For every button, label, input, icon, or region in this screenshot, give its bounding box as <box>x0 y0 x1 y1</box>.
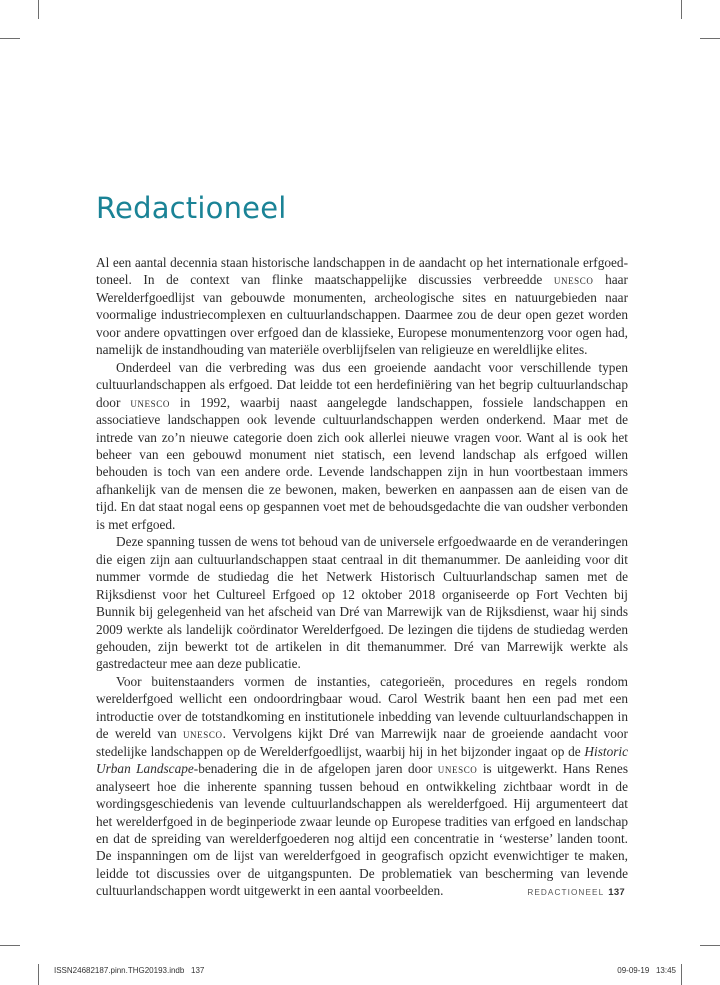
print-slug-date: 09-09-19 <box>617 966 650 975</box>
crop-mark-top-right-horizontal <box>700 38 720 39</box>
body-paragraph <box>96 254 628 359</box>
print-slug-timestamp <box>617 966 676 975</box>
organization-acronym: unesco <box>182 726 223 742</box>
page-title: Redactioneel <box>96 191 287 225</box>
body-paragraph <box>96 673 628 900</box>
body-text <box>96 254 628 900</box>
print-slug-file <box>54 966 204 975</box>
page-number: 137 <box>608 887 625 898</box>
text-run: in 1992, waarbij naast aangelegde landschappen, fossiele landschappen en associatieve landschappen ook levende cultuurlandschappen werden onderkend. Maar met de intrede van zo’n nieuwe categorie doen zich ook allerlei nieuwe vragen voor. Want al is ook het beheer van een gebouwd monument niet statisch, een levend landschap als erfgoed willen behouden is toch van een andere orde. Levende landschappen zijn in hun voortbestaan immers afhankelijk van de mensen die ze bewonen, maken, bewerken en aanpassen aan de eisen van de tijd. En dat staat nogal eens op gespannen voet met de behoudsgedachte die van oudsher verbonden is met erfgoed. <box>96 394 628 532</box>
text-run: Onderdeel van die verbreding was dus een groeiende aandacht voor verschillende typen cultuurlandschappen als erfgoed. Dat leidde tot een herdefiniëring van het begrip cultuurlandschap door <box>96 359 628 410</box>
print-slug-file-page: 137 <box>191 966 205 975</box>
print-slug-file-name: ISSN24682187.pinn.THG20193.indb <box>54 966 185 975</box>
crop-mark-bottom-right-horizontal <box>700 945 720 946</box>
organization-acronym: unesco <box>553 272 594 288</box>
italic-term: Historic Urban Landscape <box>96 743 628 777</box>
running-footer <box>527 887 625 898</box>
text-run: is uitgewerkt. Hans Renes analyseert hoe die inherente spanning tussen behoud en ontwikkeling zichtbaar wordt in de wordingsgeschiedenis van levende cultuurlandschappen als werelderfgoed. Hij argumenteert dat het werelderfgoed in de beginperiode zwaar leunde op Europese tradities van erfgoed en landschap en dat de spreiding van werelderfgoederen nog altijd een concentratie in ‘westerse’ landen toont. De inspanningen om de lijst van werelderfgoed in geografisch opzicht evenwichtiger te maken, leidde tot discussies over de uitgangspunten. De problematiek van bescherming van levende cultuurlandschappen wordt uitgewerkt in een aantal voorbeelden. <box>96 761 628 899</box>
text-run: Deze spanning tussen de wens tot behoud van de universele erfgoedwaarde en de veranderingen die eigen zijn aan cultuurlandschappen staat centraal in dit themanummer. De aanleiding voor dit nummer vormde de studiedag die het Netwerk Historisch Cultuurlandschap samen met de Rijksdienst voor het Cultureel Erfgoed op 12 oktober 2018 organiseerde op Fort Vechten bij Bunnik bij gelegenheid van het afscheid van Dré van Marrewijk van de Rijksdienst, waar hij sinds 2009 werkte als landelijk coördinator Werelderfgoed. De lezingen die tijdens de studiedag werden gehouden, zijn bewerkt tot de artikelen in dit themanummer. Dré van Marrewijk werkte als gastredacteur mee aan deze publicatie. <box>96 534 628 672</box>
running-footer-section-label: REDACTIONEEL <box>527 888 605 897</box>
organization-acronym: unesco <box>130 394 170 410</box>
print-slug-time: 13:45 <box>655 966 676 975</box>
crop-mark-top-right-vertical <box>681 0 682 19</box>
crop-mark-bottom-left-vertical <box>38 964 39 985</box>
text-run: Voor buitenstaanders vormen de instanties, categorieën, procedures en regels rondom werelderfgoed wellicht een ondoordringbaar woud. Carol Westrik baant hen een pad met een introductie over de totstandkoming en institutionele inbedding van levende cultuurlandschappen in de wereld van <box>96 673 628 742</box>
crop-mark-top-left-vertical <box>38 0 39 19</box>
crop-mark-bottom-right-vertical <box>681 964 682 985</box>
text-run: -benadering die in de afgelopen jaren door <box>193 761 438 777</box>
crop-mark-bottom-left-horizontal <box>0 945 20 946</box>
body-paragraph <box>96 533 628 673</box>
body-paragraph <box>96 359 628 534</box>
organization-acronym: unesco <box>437 761 478 777</box>
text-run: . Vervolgens kijkt Dré van Marrewijk naar de groeiende aandacht voor stedelijke landschappen op de Werelderfgoedlijst, waarbij hij in het bijzonder ingaat op de <box>96 726 628 759</box>
crop-mark-top-left-horizontal <box>0 38 20 39</box>
text-run: haar Werelderfgoedlijst van gebouwde monumenten, archeologische sites en natuurgebieden naar voormalige industriecomplexen en cultuurlandschappen. Daarmee zou de deur open gezet worden voor andere opvattingen over erfgoed dan de klassieke, Europese monumentenzorg voor ogen had, namelijk de instandhouding van materiële overblijfselen van religieuze en wereldlijke elites. <box>96 272 628 358</box>
text-run: Al een aantal decennia staan historische landschappen in de aandacht op het internationale erfgoedtoneel. In de context van flinke maatschappelijke discussies verbreedde <box>96 255 628 288</box>
